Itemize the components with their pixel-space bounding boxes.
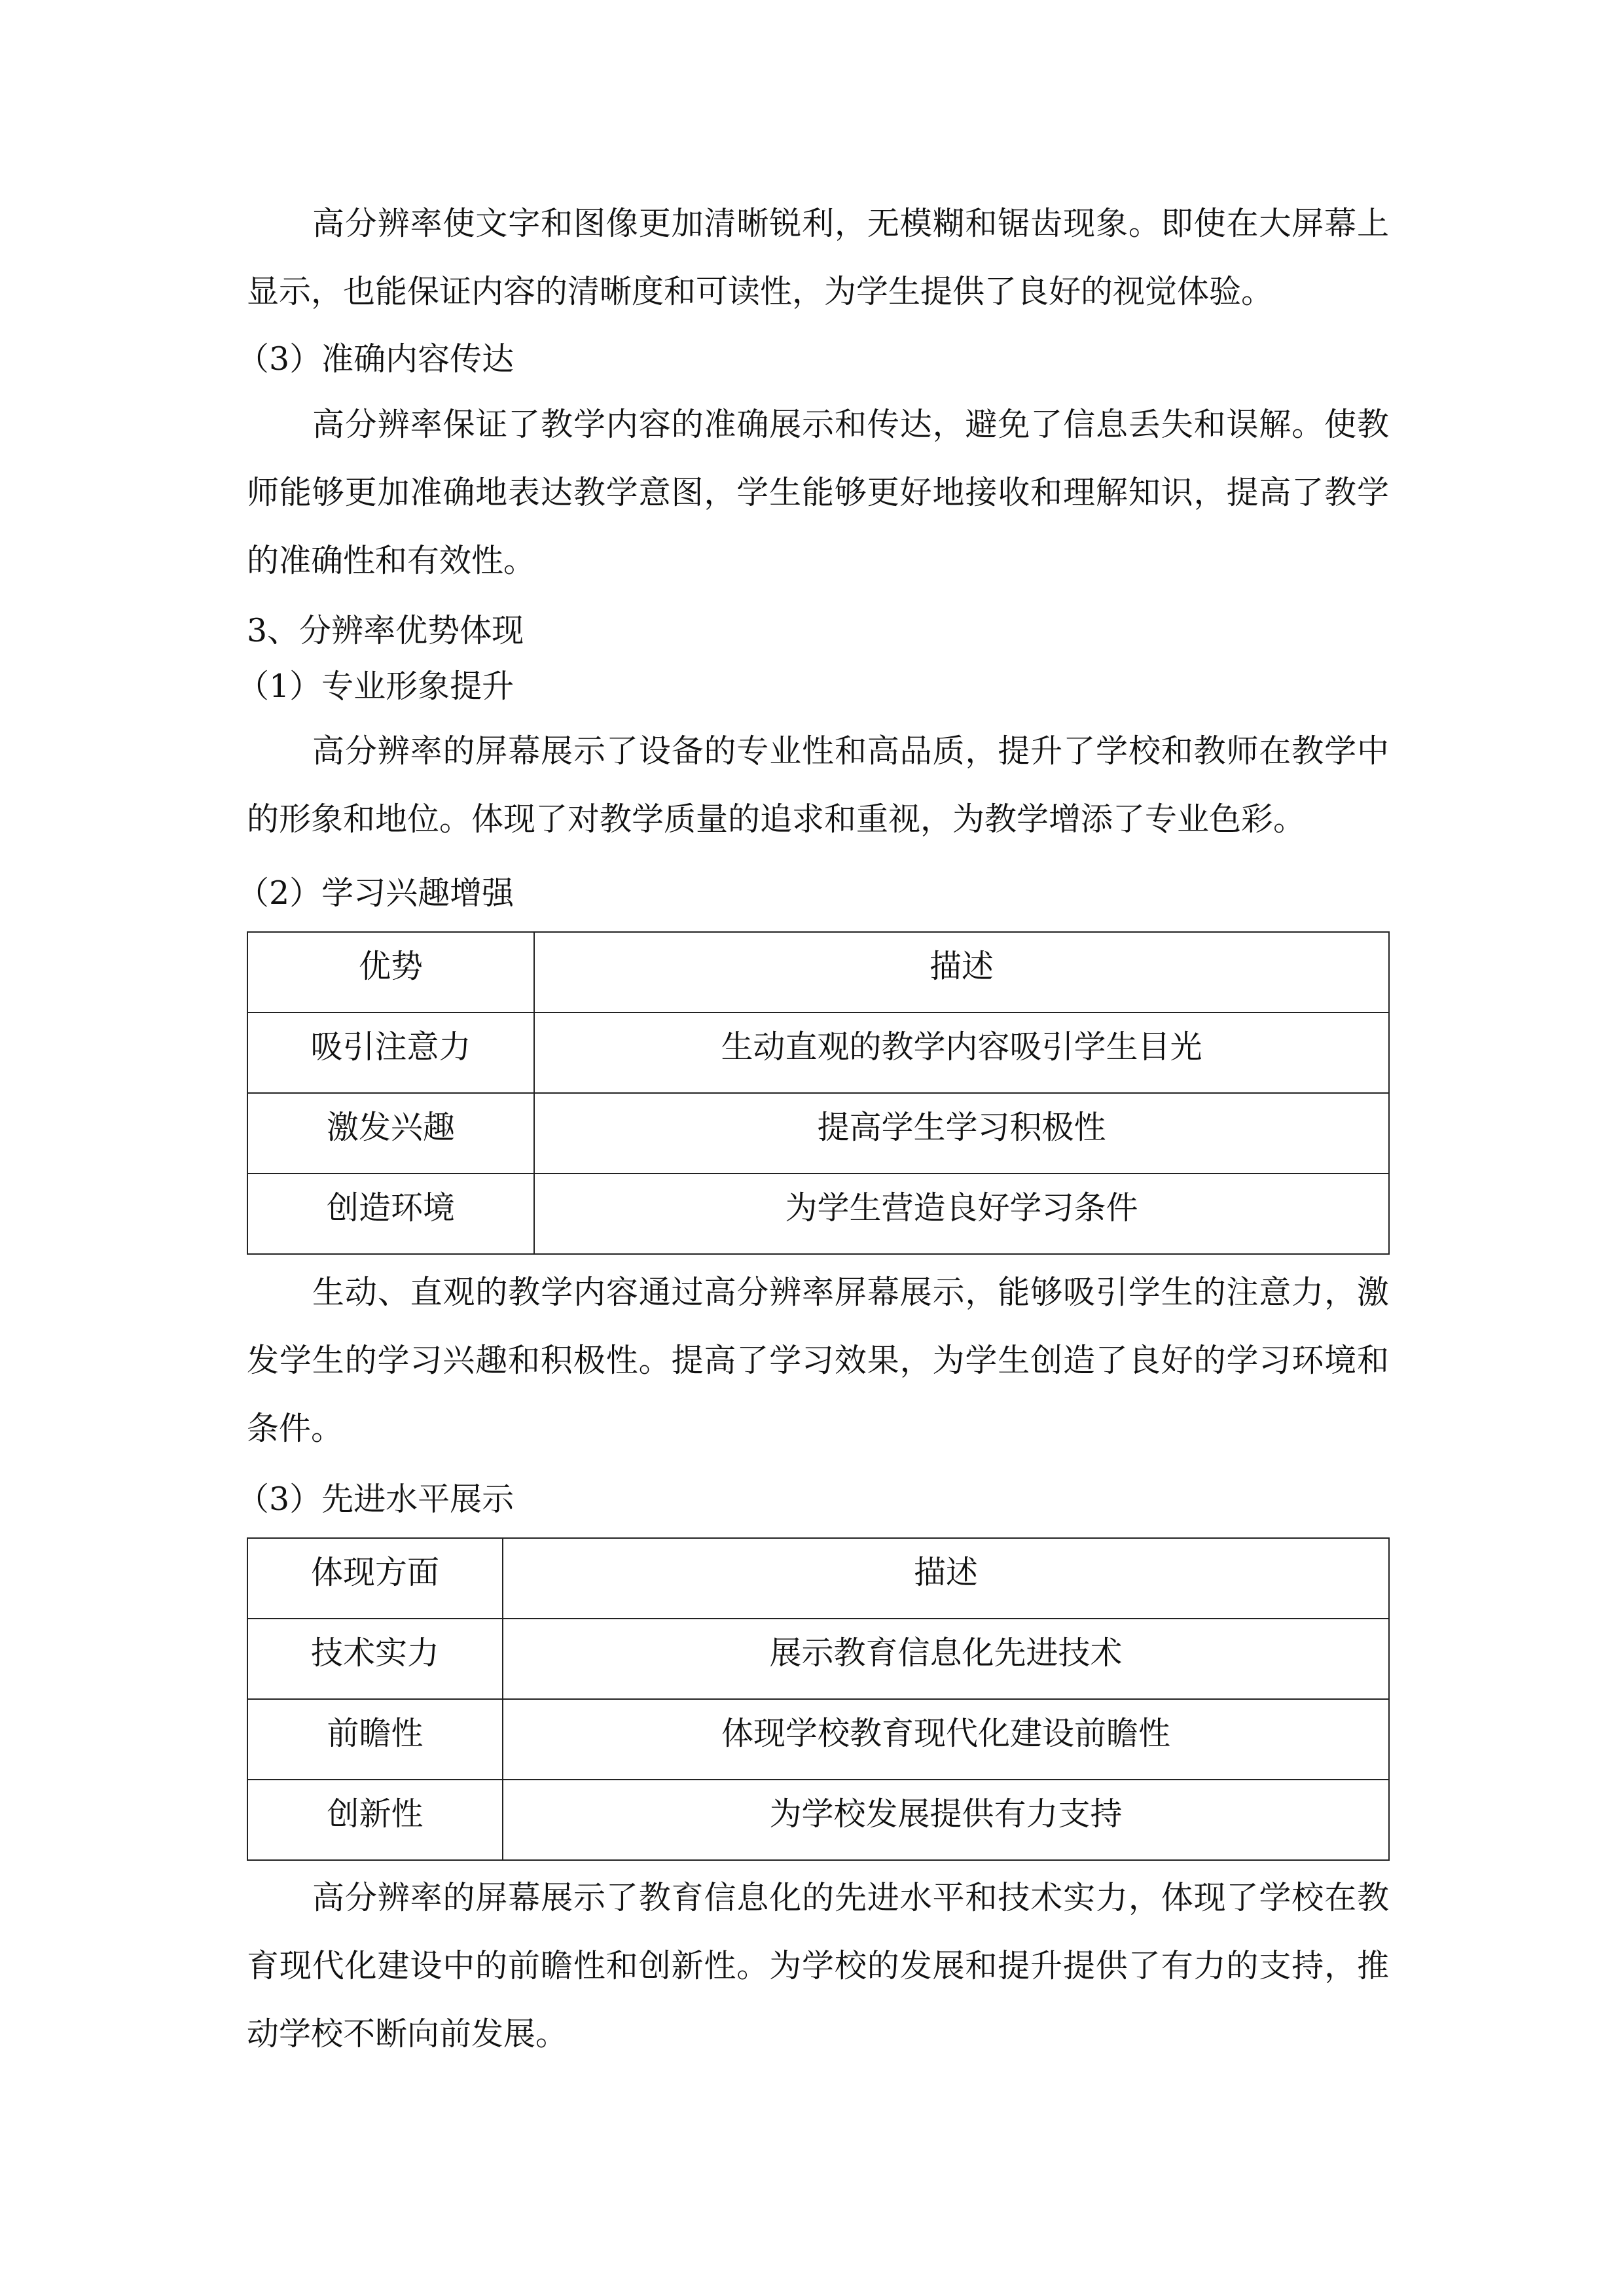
table-cell: 前瞻性 [247,1699,503,1780]
table-row [247,1174,1389,1254]
table-cell: 体现学校教育现代化建设前瞻性 [503,1699,1389,1780]
table-cell: 生动直观的教学内容吸引学生目光 [534,1013,1389,1093]
heading-accurate-content: （3）准确内容传达 [237,340,514,378]
table-cell: 技术实力 [247,1619,503,1699]
heading-advanced-level: （3）先进水平展示 [237,1480,514,1518]
paragraph-clarity: 高分辨率使文字和图像更加清晰锐利，无模糊和锯齿现象。即使在大屏幕上显示，也能保证内容的清晰度和可读性，为学生提供了良好的视觉体验。 [247,205,1389,310]
table-row [247,1093,1389,1174]
table-cell: 为学生营造良好学习条件 [534,1174,1389,1254]
table-cell: 为学校发展提供有力支持 [503,1780,1389,1860]
table-header-cell: 优势 [247,932,534,1013]
table-cell: 激发兴趣 [247,1093,534,1174]
heading-section-3: 3、分辨率优势体现 [247,612,524,649]
table-header-cell: 体现方面 [247,1538,503,1619]
table-header-cell: 描述 [534,932,1389,1013]
table-row [247,1699,1389,1780]
table-row [247,1619,1389,1699]
paragraph-learning-interest: 生动、直观的教学内容通过高分辨率屏幕展示，能够吸引学生的注意力，激发学生的学习兴趣和积极性。提高了学习效果，为学生创造了良好的学习环境和条件。 [247,1274,1389,1447]
advanced-level-table [247,1537,1390,1861]
table-header-row [247,932,1389,1013]
table-cell: 展示教育信息化先进技术 [503,1619,1389,1699]
table-cell: 创新性 [247,1780,503,1860]
table-row [247,1013,1389,1093]
table-cell: 提高学生学习积极性 [534,1093,1389,1174]
paragraph-professional-image: 高分辨率的屏幕展示了设备的专业性和高品质，提升了学校和教师在教学中的形象和地位。体现了对教学质量的追求和重视，为教学增添了专业色彩。 [247,732,1389,838]
table-row [247,1780,1389,1860]
table-header-row [247,1538,1389,1619]
table-cell: 吸引注意力 [247,1013,534,1093]
paragraph-advanced-level: 高分辨率的屏幕展示了教育信息化的先进水平和技术实力，体现了学校在教育现代化建设中的前瞻性和创新性。为学校的发展和提升提供了有力的支持，推动学校不断向前发展。 [247,1879,1389,2053]
heading-learning-interest: （2）学习兴趣增强 [237,874,514,912]
interest-table [247,931,1390,1255]
table-header-cell: 描述 [503,1538,1389,1619]
paragraph-accurate-content: 高分辨率保证了教学内容的准确展示和传达，避免了信息丢失和误解。使教师能够更加准确地表达教学意图，学生能够更好地接收和理解知识，提高了教学的准确性和有效性。 [247,406,1389,579]
table-cell: 创造环境 [247,1174,534,1254]
heading-professional-image: （1）专业形象提升 [237,668,514,705]
